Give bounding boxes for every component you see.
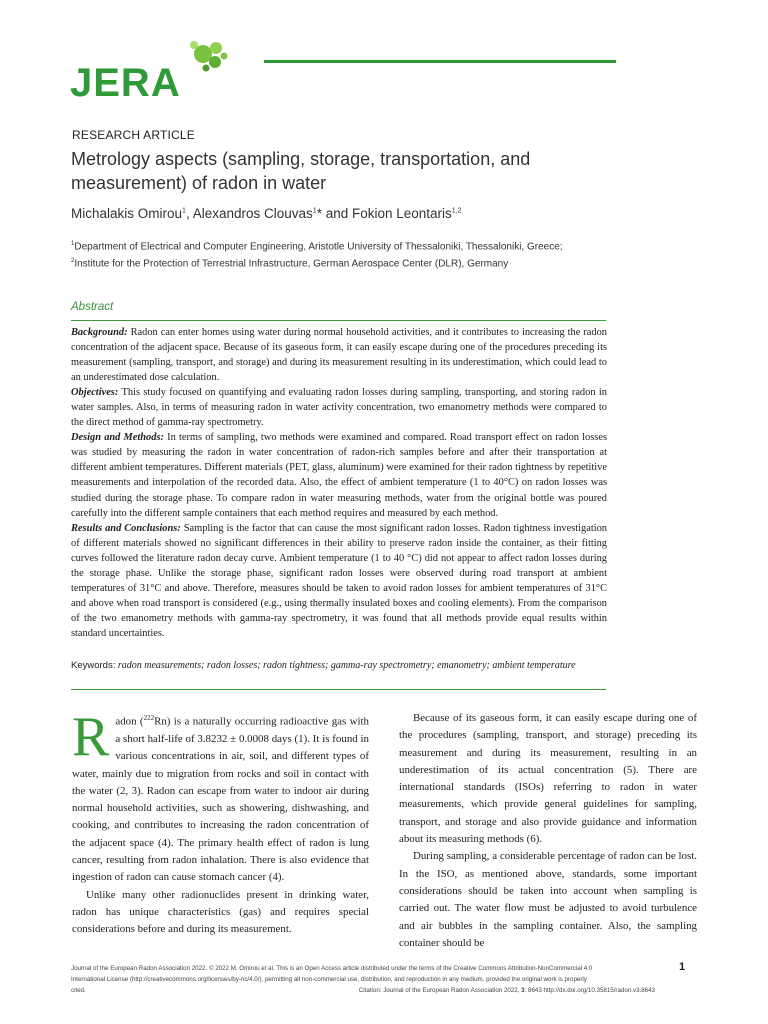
abstract-design bbox=[71, 430, 607, 520]
drop-cap: R bbox=[72, 706, 110, 768]
article-type: RESEARCH ARTICLE bbox=[72, 128, 196, 142]
affiliation-number: 2 bbox=[71, 258, 75, 265]
affiliation-text: Institute for the Protection of Terrestrial Infrastructure, German Aerospace Center (DLR), Germany bbox=[74, 258, 509, 270]
author-name: Alexandros Clouvas bbox=[192, 206, 313, 221]
body-paragraph: Unlike many other radionuclides present in drinking water, radon has unique characteristics (gas) and requires special considerations before and during its measurement. bbox=[72, 888, 369, 936]
affiliation-ref: 1 bbox=[312, 207, 317, 215]
author-name: Fokion Leontaris bbox=[351, 206, 452, 221]
author-separator: , bbox=[185, 206, 193, 221]
body-column-right bbox=[399, 710, 697, 952]
abstract-heading: Abstract bbox=[71, 301, 114, 313]
page-footer bbox=[71, 963, 671, 996]
body-paragraph: During sampling, a considerable percentage of radon can be lost. In the ISO, as mentioned above, standards, some important considerations should be taken into account when sampling is carried out. The water flow must be adjusted to avoid turbulence and air bubbles in the sampling container. Also, the sampling container should be bbox=[399, 850, 697, 949]
affiliation-ref: 1,2 bbox=[451, 207, 462, 215]
section-label: Results and Conclusions: bbox=[71, 522, 181, 534]
section-label: Design and Methods: bbox=[71, 432, 164, 444]
paragraph-text: Rn) is a naturally occurring radioactive gas with a short half-life of 3.8232 ± 0.0008 days (1). It is found in various concentrations in air, soil, and different types of water, mainly due to migration from rocks and soil in contact with the water (2, 3). Radon can escape from water to indoor air during normal household activities, such as showering, dishwashing, and cooking, and contributes to increasing the radon concentration of the adjacent space (4). The primary health effect of radon is lung cancer, resulting from radon inhalation. There is also evidence that ingestion of radon can cause stomach cancer (4). bbox=[72, 715, 369, 884]
affiliation-line bbox=[71, 254, 611, 271]
jera-logo bbox=[70, 40, 230, 100]
logo-text: JERA bbox=[70, 61, 181, 100]
header-rule bbox=[264, 60, 616, 63]
license-line: Journal of the European Radon Association 2022. © 2022 M. Omirou et al. This is an Open Access article distributed under the terms of the Creative Commons Attribution-NonCommercial 4.0 bbox=[71, 965, 593, 972]
license-text: cited. bbox=[71, 987, 86, 994]
abstract-results bbox=[71, 521, 607, 641]
abstract-top-rule bbox=[71, 320, 606, 321]
author-name: Michalakis Omirou bbox=[71, 206, 183, 221]
citation-volume: 3 bbox=[521, 987, 525, 994]
section-text: Sampling is the factor that can cause the most significant radon losses. Radon tightness investigation of different materials showed no significant differences in their ability to preserve radon inside the container, as their fitting curves followed the literature radon decay curve. Ambient temperature (1 to 40 °C) did not appear to affect radon losses during the storage phase. Unlike the storage phase, significant radon losses were observed during road transport at ambient temperatures of 31°C and above. Therefore, measures should be taken to avoid radon losses for ambient temperatures of 31°C and above when road transport is considered (e.g., using thermally insulated boxes and cooling elements). From the comparison of the two emanometry methods with gamma-ray spectrometry, it was found that all methods provide equal results within standard uncertainties. bbox=[71, 522, 607, 639]
page-number: 1 bbox=[679, 961, 686, 973]
abstract-background bbox=[71, 325, 607, 385]
license-text: International License (http://creativecommons.org/licenses/by-nc/4.0/), permitting all non-commercial use, distribution, and reproduction in any medium, provided the original work is properly bbox=[71, 976, 587, 983]
body-paragraph: Because of its gaseous form, it can easily escape during one of the procedures (sampling, transport, and storage) preceding its measurement and during its measurement, resulting in an underestimation of its actual concentration (5). There are international standards (ISOs) referring to radon in water measurements, which provide general guidelines for sampling, transport, and storage and also provide guidance and information about its measuring methods (6). bbox=[399, 712, 697, 846]
author-separator: and bbox=[321, 206, 352, 221]
license-line bbox=[71, 974, 671, 985]
abstract-objectives bbox=[71, 385, 607, 430]
affiliations bbox=[71, 237, 611, 272]
affiliation-line bbox=[71, 237, 611, 254]
intro-paragraph bbox=[72, 706, 369, 887]
article-title: Metrology aspects (sampling, storage, transportation, and measurement) of radon in water bbox=[71, 149, 531, 193]
keywords-value: radon measurements; radon losses; radon tightness; gamma-ray spectrometry; emanometry; ambient temperature bbox=[117, 660, 576, 671]
citation bbox=[359, 985, 655, 996]
affiliation-ref: 1 bbox=[182, 207, 186, 215]
citation-text: Citation: Journal of the European Radon Association 2022, bbox=[358, 987, 522, 994]
body-column-left bbox=[72, 706, 369, 938]
abstract-bottom-rule bbox=[71, 689, 606, 690]
section-label: Background: bbox=[71, 327, 128, 338]
author-list bbox=[71, 206, 462, 221]
abstract-body bbox=[71, 325, 607, 641]
keywords-label: Keywords: bbox=[71, 660, 116, 671]
keywords bbox=[71, 660, 611, 671]
affiliation-text: Department of Electrical and Computer Engineering, Aristotle University of Thessaloniki, Thessaloniki, Greece; bbox=[74, 241, 563, 253]
paragraph-text: adon ( bbox=[115, 715, 144, 728]
section-text: This study focused on quantifying and evaluating radon losses during sampling, transporting, and storing radon in water samples. Also, in terms of measuring radon in water activity concentration, two emanometry methods were compared to the direct method of gamma-ray spectrometry. bbox=[71, 387, 607, 429]
affiliation-number: 1 bbox=[71, 241, 75, 247]
isotope-mass: 222 bbox=[143, 714, 155, 722]
citation-row bbox=[71, 985, 655, 996]
molecule-leaf-icon bbox=[190, 41, 228, 72]
section-label: Objectives: bbox=[71, 387, 119, 399]
section-text: Radon can enter homes using water during normal household activities, and it contributes to increasing the radon concentration of the adjacent space. Because of its gaseous form, it can easily escape during one of the procedures preceding its measurement (sampling, transport, and storage) and during its measurement resulting in its underestimation, which could lead to an underestimated dose calculation. bbox=[71, 327, 607, 384]
corresponding-mark: * bbox=[316, 206, 322, 221]
citation-text: : 8643 http://dx.doi.org/10.35815/radon.v3.8643 bbox=[524, 987, 655, 994]
section-text: In terms of sampling, two methods were examined and compared. Road transport effect on radon losses was studied by measuring the radon in water concentration of radon-rich samples before and after their transportation at different ambient temperatures. Different materials (PET, glass, aluminum) were examined for their radon tightness by repetitive measurements and interpolation of the recorded data. Also, the effect of ambient temperature (1 to 40°C) on radon losses was studied during the storage phase. To compare radon in water measuring methods, water from the original bottle was poured carefully into the different sample containers that each method requires and measured by each method. bbox=[71, 432, 607, 519]
